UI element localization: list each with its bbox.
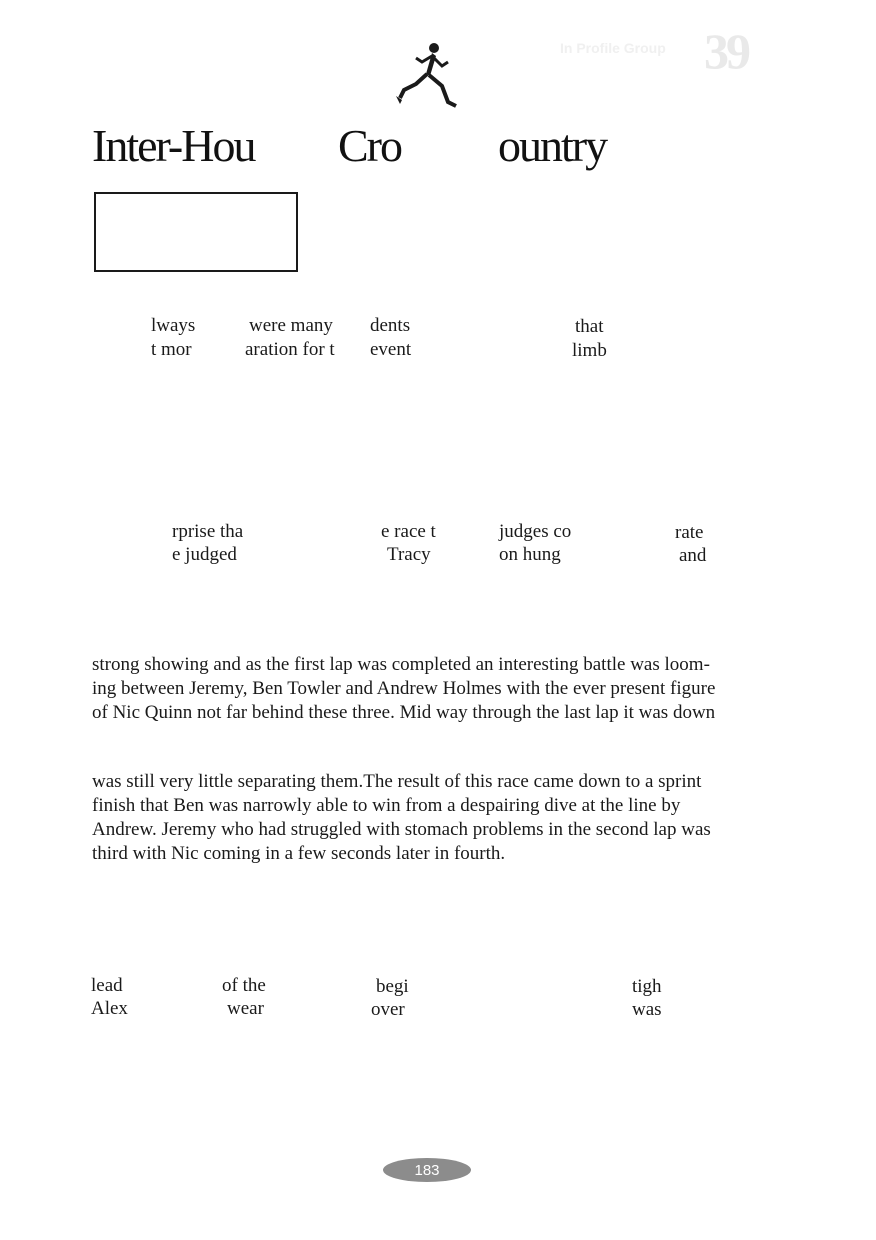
fragment: were many: [249, 315, 333, 336]
fragment: over: [371, 999, 405, 1020]
title-word-2: Cro: [338, 120, 401, 171]
fragment: and: [679, 545, 707, 566]
paragraph-line: ing between Jeremy, Ben Towler and Andrew Holmes with the ever present figure: [92, 678, 716, 699]
fragment: Tracy: [387, 544, 431, 565]
fragment: Alex: [91, 998, 128, 1019]
fragment: begi: [376, 976, 409, 997]
section-number: 39: [704, 23, 748, 79]
fragment: rprise tha: [172, 521, 244, 542]
paragraph-line: Andrew. Jeremy who had struggled with stomach problems in the second lap was: [92, 819, 711, 840]
runner-illustration: [392, 40, 462, 115]
fragment: limb: [572, 340, 607, 361]
fragment: t mor: [151, 339, 192, 360]
fragment: e race t: [381, 521, 436, 542]
fragment: rate: [675, 522, 704, 543]
paragraph-line: finish that Ben was narrowly able to win from a despairing dive at the line by: [92, 795, 681, 816]
fragment: tigh: [632, 976, 662, 997]
fragment: on hung: [499, 544, 561, 565]
paragraph-line: of Nic Quinn not far behind these three. Mid way through the last lap it was down: [92, 702, 716, 723]
paragraph-line: strong showing and as the first lap was completed an interesting battle was loom-: [92, 654, 710, 675]
fragment: that: [575, 316, 604, 337]
title-word-1: Inter-Hou: [92, 120, 255, 171]
fragment: aration for t: [245, 339, 335, 360]
section-label: In Profile Group: [560, 40, 666, 56]
paragraph: [92, 653, 758, 725]
fragment: dents: [370, 315, 411, 336]
paragraph-line: was still very little separating them.The result of this race came down to a sprint: [92, 771, 702, 792]
fragment: lead: [91, 975, 123, 996]
fragment: was: [632, 999, 662, 1020]
paragraph: [92, 770, 758, 866]
fragment: judges co: [499, 521, 572, 542]
paragraph-line: third with Nic coming in a few seconds later in fourth.: [92, 843, 506, 864]
fragment: e judged: [172, 544, 237, 565]
fragment: event: [370, 339, 412, 360]
title-word-3: ountry: [498, 120, 607, 171]
blank-box: [94, 192, 298, 272]
fragment: lways: [151, 315, 196, 336]
fragment: wear: [227, 998, 264, 1019]
page-number: 183: [383, 1158, 471, 1182]
fragment: of the: [222, 975, 266, 996]
